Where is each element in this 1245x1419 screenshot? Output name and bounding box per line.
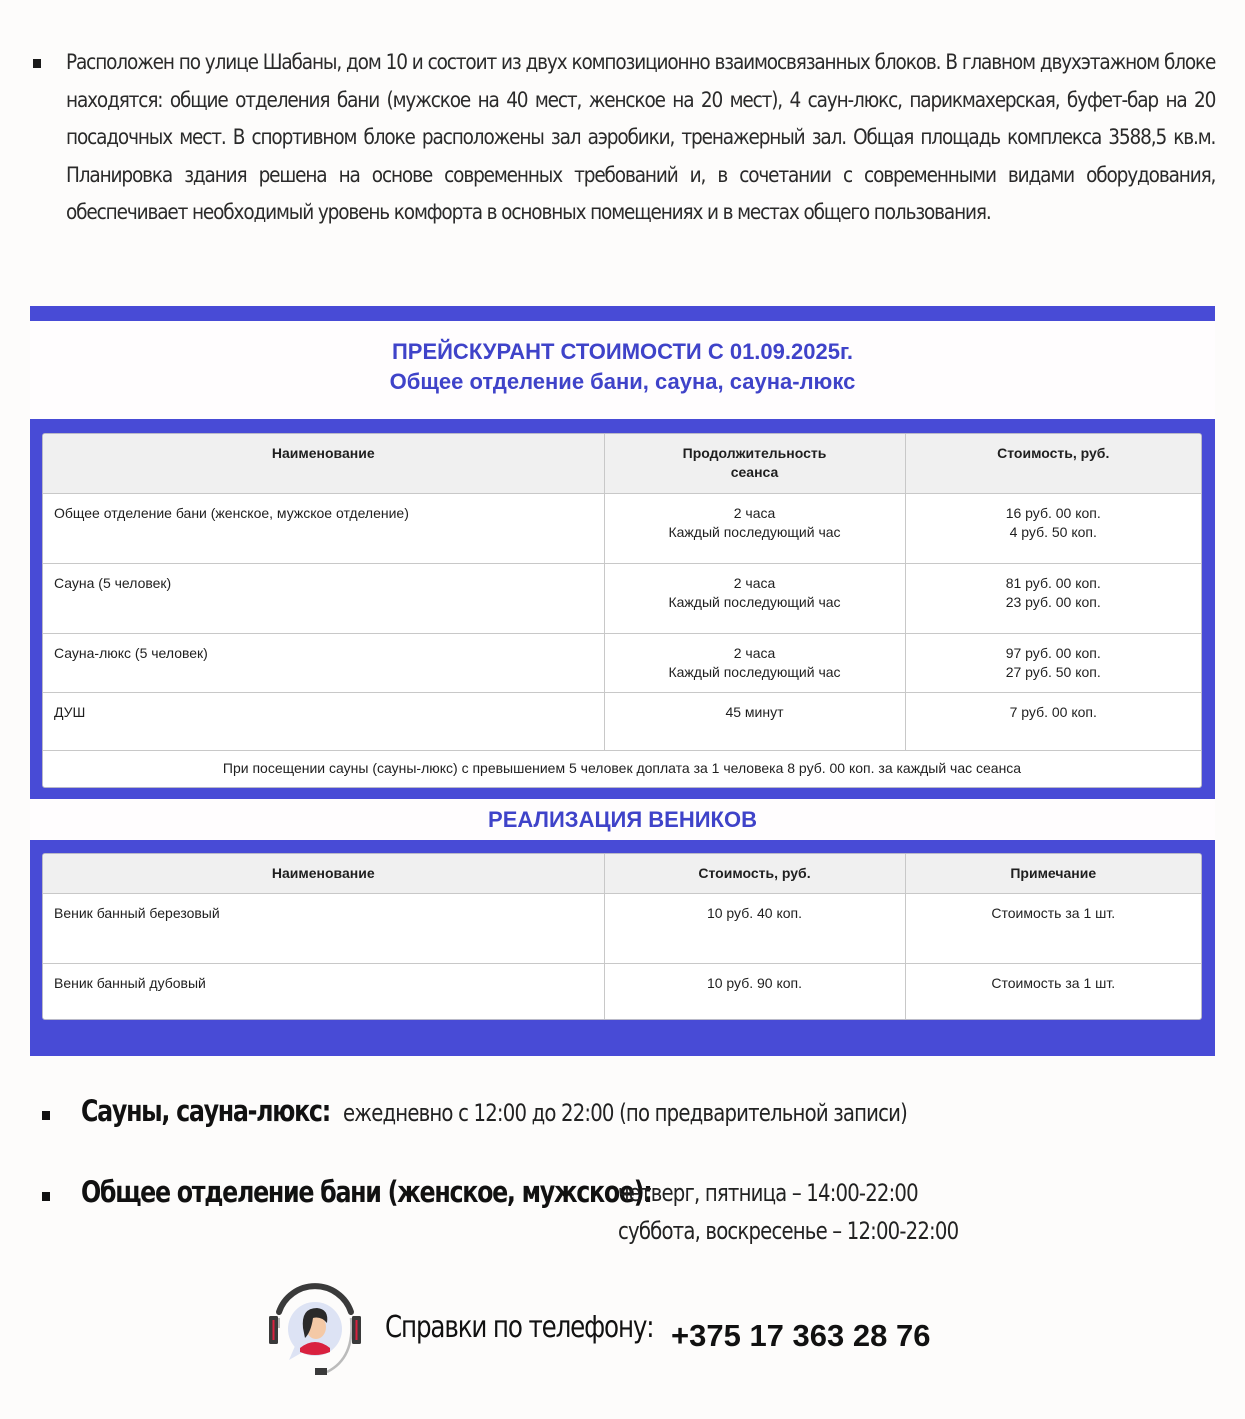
row-name: Общее отделение бани (женское, мужское отделение) [43, 493, 604, 563]
col-header-name: Наименование [43, 434, 604, 493]
price-list-subtitle: Общее отделение бани, сауна, сауна-люкс [389, 369, 856, 394]
col-header-duration-text: Продолжительность сеанса [682, 445, 827, 480]
surcharge-note: При посещении сауны (сауны-люкс) с превышением 5 человек доплата за 1 человека 8 руб. 00 коп. за каждый час сеанса [222, 759, 1022, 776]
row-price [905, 692, 1201, 750]
duration-line: 2 часа [733, 504, 776, 521]
duration-line: Каждый последующий час [668, 663, 841, 680]
row-price [905, 633, 1201, 692]
row-name: Сауна-люкс (5 человек) [43, 633, 604, 692]
table-note-row [43, 750, 1201, 786]
bullet-marker [42, 1192, 50, 1201]
table-row [43, 964, 1201, 1021]
intro-section [30, 44, 1215, 232]
intro-text: Расположен по улице Шабаны, дом 10 и состоит из двух композиционно взаимосвязанных блоков. В главном двухэтажном блоке находятся: общие отделения бани (мужское на 40 мест, женское на 20 мест), 4 саун-люкс, парикмахерская, буфет-бар на 20 посадочных мест. В спортивном блоке расположены зал аэробики, тренажерный зал. Общая площадь комплекса 3588,5 кв.м. Планировка здания решена на основе современных требований и, в сочетании с современными видами оборудования, обеспечивает необходимый уровень комфорта в основных помещениях и в местах общего пользования. [66, 50, 1216, 225]
top-blue-bar [30, 306, 1215, 321]
price-table-frame [30, 419, 1215, 799]
table-row [43, 493, 1201, 563]
contact-section [265, 1278, 985, 1388]
duration-line: Каждый последующий час [668, 523, 841, 540]
row-note: Стоимость за 1 шт. [991, 975, 1116, 991]
schedule-hours: четверг, пятница – 14:00-22:00 [618, 1179, 918, 1207]
price-list-title: ПРЕЙСКУРАНТ СТОИМОСТИ С 01.09.2025г. [391, 339, 854, 364]
price-table [42, 433, 1202, 788]
bullet-marker [42, 1111, 50, 1120]
row-name: ДУШ [43, 692, 604, 750]
table-row [43, 563, 1201, 633]
price-line: 16 руб. 00 коп. [1005, 504, 1101, 521]
table-row [43, 633, 1201, 692]
table-row [43, 692, 1201, 750]
row-duration [604, 493, 905, 563]
price-list-header [30, 321, 1215, 419]
row-price: 10 руб. 40 коп. [604, 894, 905, 964]
row-duration [604, 633, 905, 692]
price-line: 7 руб. 00 коп. [1009, 703, 1097, 720]
schedule-hours: ежедневно с 12:00 до 22:00 (по предварительной записи) [342, 1099, 907, 1127]
col-header-price: Стоимость, руб. [604, 854, 905, 894]
price-line: 97 руб. 00 коп. [1005, 644, 1101, 661]
brooms-title: РЕАЛИЗАЦИЯ ВЕНИКОВ [488, 807, 757, 832]
brooms-table [42, 853, 1202, 1020]
table-row [43, 894, 1201, 964]
schedule-hours: суббота, воскресенье – 12:00-22:00 [618, 1217, 959, 1245]
row-duration [604, 563, 905, 633]
row-name: Веник банный березовый [43, 894, 604, 964]
duration-line: Каждый последующий час [668, 593, 841, 610]
row-price: 10 руб. 90 коп. [604, 964, 905, 1021]
bullet-marker [33, 59, 41, 68]
col-header-price: Стоимость, руб. [905, 434, 1201, 493]
support-operator-icon [265, 1278, 365, 1378]
duration-line: 2 часа [733, 574, 776, 591]
brooms-header [30, 799, 1215, 840]
schedule-label: Сауны, сауна-люкс: [81, 1094, 330, 1128]
row-price [905, 493, 1201, 563]
col-header-name: Наименование [43, 854, 604, 894]
price-line: 4 руб. 50 коп. [1009, 523, 1097, 540]
duration-line: 45 минут [725, 703, 784, 720]
price-line: 23 руб. 00 коп. [1005, 593, 1101, 610]
col-header-note: Примечание [905, 854, 1201, 894]
row-name: Веник банный дубовый [43, 964, 604, 1021]
col-header-duration [604, 434, 905, 493]
price-line: 81 руб. 00 коп. [1005, 574, 1101, 591]
brooms-table-frame [30, 840, 1215, 1056]
row-price [905, 563, 1201, 633]
contact-phone[interactable]: +375 17 363 28 76 [671, 1318, 931, 1353]
row-note: Стоимость за 1 шт. [905, 894, 1201, 964]
row-name: Сауна (5 человек) [43, 563, 604, 633]
schedule-label: Общее отделение бани (женское, мужское): [81, 1175, 652, 1209]
price-line: 27 руб. 50 коп. [1005, 663, 1101, 680]
contact-label: Справки по телефону: [385, 1310, 654, 1345]
duration-line: 2 часа [733, 644, 776, 661]
row-duration [604, 692, 905, 750]
